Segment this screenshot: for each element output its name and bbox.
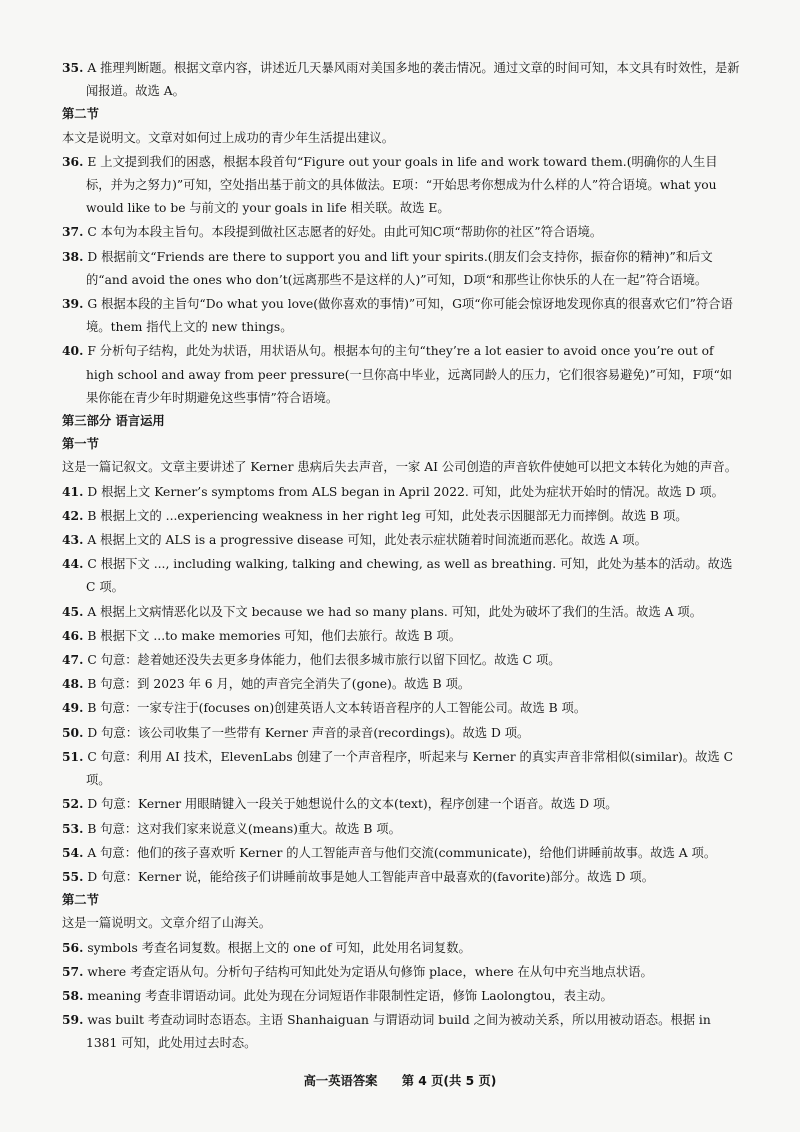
item-number: 52.	[62, 796, 84, 812]
section-heading: 第三部分 语言运用	[62, 414, 165, 429]
item-explanation: D 句意：Kerner 说，能给孩子们讲睡前故事是她人工智能声音中最喜欢的(favorite)部分。故选 D 项。	[87, 869, 655, 884]
answer-item	[62, 936, 740, 960]
section-heading: 第二节	[62, 893, 99, 908]
item-explanation: where 考查定语从句。分析句子结构可知此处为定语从句修饰 place，where 在从句中充当地点状语。	[87, 964, 653, 979]
item-number: 56.	[62, 939, 84, 955]
answer-item	[62, 841, 740, 865]
answer-item	[62, 292, 740, 339]
item-number: 50.	[62, 724, 84, 740]
item-explanation: C 根据下文 ..., including walking, talking and chewing, as well as breathing. 可知，此处为基本的活动。故选 C 项。	[86, 557, 733, 595]
item-explanation: C 本句为本段主旨句。本段提到做社区志愿者的好处。由此可知C项“帮助你的社区”符合语境。	[87, 225, 603, 240]
item-number: 38.	[62, 248, 84, 264]
item-number: 37.	[62, 224, 84, 240]
answer-item	[62, 528, 740, 552]
item-explanation: meaning 考查非谓语动词。此处为现在分词短语作非限制性定语，修饰 Laolongtou，表主动。	[87, 988, 613, 1003]
item-number: 55.	[62, 868, 84, 884]
answer-item	[62, 220, 740, 244]
answer-item	[62, 245, 740, 292]
item-number: 42.	[62, 507, 84, 523]
item-explanation: A 推理判断题。根据文章内容，讲述近几天暴风雨对美国多地的袭击情况。通过文章的时间可知，本文具有时效性，是新闻报道。故选 A。	[86, 61, 740, 99]
item-number: 44.	[62, 556, 84, 572]
item-explanation: B 根据上文的 ...experiencing weakness in her right leg 可知，此处表示因腿部无力而摔倒。故选 B 项。	[87, 508, 688, 523]
answer-item	[62, 721, 740, 745]
item-number: 58.	[62, 987, 84, 1003]
item-number: 46.	[62, 627, 84, 643]
section-intro: 本文是说明文。文章对如何过上成功的青少年生活提出建议。	[62, 130, 395, 145]
answer-key-content	[62, 56, 740, 1056]
item-number: 54.	[62, 844, 84, 860]
section-heading: 第一节	[62, 437, 99, 452]
item-explanation: G 根据本段的主旨句“Do what you love(做你喜欢的事情)”可知，G项“你可能会惊讶地发现你真的很喜欢它们”符合语境。them 指代上文的 new things。	[86, 297, 733, 335]
answer-item	[62, 552, 740, 599]
item-number: 53.	[62, 820, 84, 836]
item-number: 45.	[62, 603, 84, 619]
item-number: 59.	[62, 1012, 84, 1028]
item-number: 39.	[62, 296, 84, 312]
item-number: 49.	[62, 700, 84, 716]
item-number: 51.	[62, 748, 84, 764]
item-number: 48.	[62, 676, 84, 692]
item-explanation: D 句意：该公司收集了一些带有 Kerner 声音的录音(recordings)。故选 D 项。	[87, 725, 530, 740]
item-explanation: was built 考查动词时态语态。主语 Shanhaiguan 与谓语动词 build 之间为被动关系，所以用被动语态。根据 in 1381 可知，此处用过去时态。	[86, 1013, 711, 1051]
answer-item	[62, 672, 740, 696]
item-explanation: E 上文提到我们的困惑，根据本段首句“Figure out your goals in life and work toward them.(明确你的人生目标，并为之努力)”可知，空处指出基于前文的具体做法。E项：“开始思考你想成为什么样的人”符合语境。what you would like to be 与前文的 your goals in life 相关联。故选 E。	[86, 154, 718, 216]
answer-item	[62, 865, 740, 889]
answer-item	[62, 792, 740, 816]
item-explanation: F 分析句子结构，此处为状语，用状语从句。根据本句的主句“they’re a lot easier to avoid once you’re out of high school and away from peer pressure(一旦你高中毕业，远离同龄人的压力，它们很容易避免)”可知，F项“如果你能在青少年时期避免这些事情”符合语境。	[86, 344, 733, 405]
item-explanation: B 句意：到 2023 年 6 月，她的声音完全消失了(gone)。故选 B 项。	[87, 677, 471, 692]
section-heading: 第二节	[62, 107, 99, 122]
footer-subject: 高一英语答案	[303, 1074, 378, 1088]
item-explanation: C 句意：利用 AI 技术，ElevenLabs 创建了一个声音程序，听起来与 Kerner 的真实声音非常相似(similar)。故选 C 项。	[86, 749, 734, 788]
answer-item	[62, 600, 740, 624]
item-number: 57.	[62, 963, 84, 979]
page-footer	[0, 1071, 800, 1089]
answer-item	[62, 1008, 740, 1055]
item-explanation: B 句意：一家专注于(focuses on)创建英语人文本转语音程序的人工智能公司。故选 B 项。	[87, 701, 587, 716]
item-explanation: A 句意：他们的孩子喜欢听 Kerner 的人工智能声音与他们交流(communicate)，给他们讲睡前故事。故选 A 项。	[87, 845, 717, 860]
answer-item	[62, 339, 740, 410]
item-explanation: symbols 考查名词复数。根据上文的 one of 可知，此处用名词复数。	[87, 940, 471, 955]
item-explanation: A 根据上文病情恶化以及下文 because we had so many plans. 可知，此处为破坏了我们的生活。故选 A 项。	[87, 604, 703, 619]
answer-item	[62, 624, 740, 648]
footer-page-number: 第 4 页(共 5 页)	[401, 1074, 497, 1088]
item-explanation: B 根据下文 ...to make memories 可知，他们去旅行。故选 B 项。	[87, 628, 462, 643]
item-number: 35.	[62, 60, 84, 75]
item-explanation: C 句意：趁着她还没失去更多身体能力，他们去很多城市旅行以留下回忆。故选 C 项。	[87, 653, 561, 668]
item-explanation: A 根据上文的 ALS is a progressive disease 可知，此处表示症状随着时间流逝而恶化。故选 A 项。	[87, 533, 647, 548]
answer-item	[62, 817, 740, 841]
item-explanation: D 根据上文 Kerner’s symptoms from ALS began in April 2022. 可知，此处为症状开始时的情况。故选 D 项。	[87, 484, 724, 499]
item-number: 40.	[62, 343, 84, 359]
section-intro: 这是一篇记叙文。文章主要讲述了 Kerner 患病后失去声音，一家 AI 公司创造的声音软件使她可以把文本转化为她的声音。	[62, 460, 738, 475]
item-number: 47.	[62, 652, 84, 668]
item-number: 36.	[62, 153, 84, 169]
answer-item	[62, 696, 740, 720]
answer-item	[62, 745, 740, 792]
answer-item	[62, 984, 740, 1008]
answer-item	[62, 150, 740, 221]
answer-item	[62, 648, 740, 672]
answer-item	[62, 480, 740, 504]
item-explanation: B 句意：这对我们家来说意义(means)重大。故选 B 项。	[87, 821, 401, 836]
section-intro: 这是一篇说明文。文章介绍了山海关。	[62, 916, 272, 931]
answer-item	[62, 960, 740, 984]
item-number: 43.	[62, 532, 84, 548]
item-number: 41.	[62, 483, 84, 499]
item-explanation: D 句意：Kerner 用眼睛键入一段关于她想说什么的文本(text)，程序创建一个语音。故选 D 项。	[87, 797, 618, 812]
answer-item	[62, 504, 740, 528]
item-explanation: D 根据前文“Friends are there to support you and lift your spirits.(朋友们会支持你，振奋你的精神)”和后文的“and avoid the ones who don’t(远离那些不是这样的人)”可知，D项“和那些让你快乐的人在一起”符合语境。	[86, 249, 713, 287]
answer-item	[62, 56, 740, 103]
